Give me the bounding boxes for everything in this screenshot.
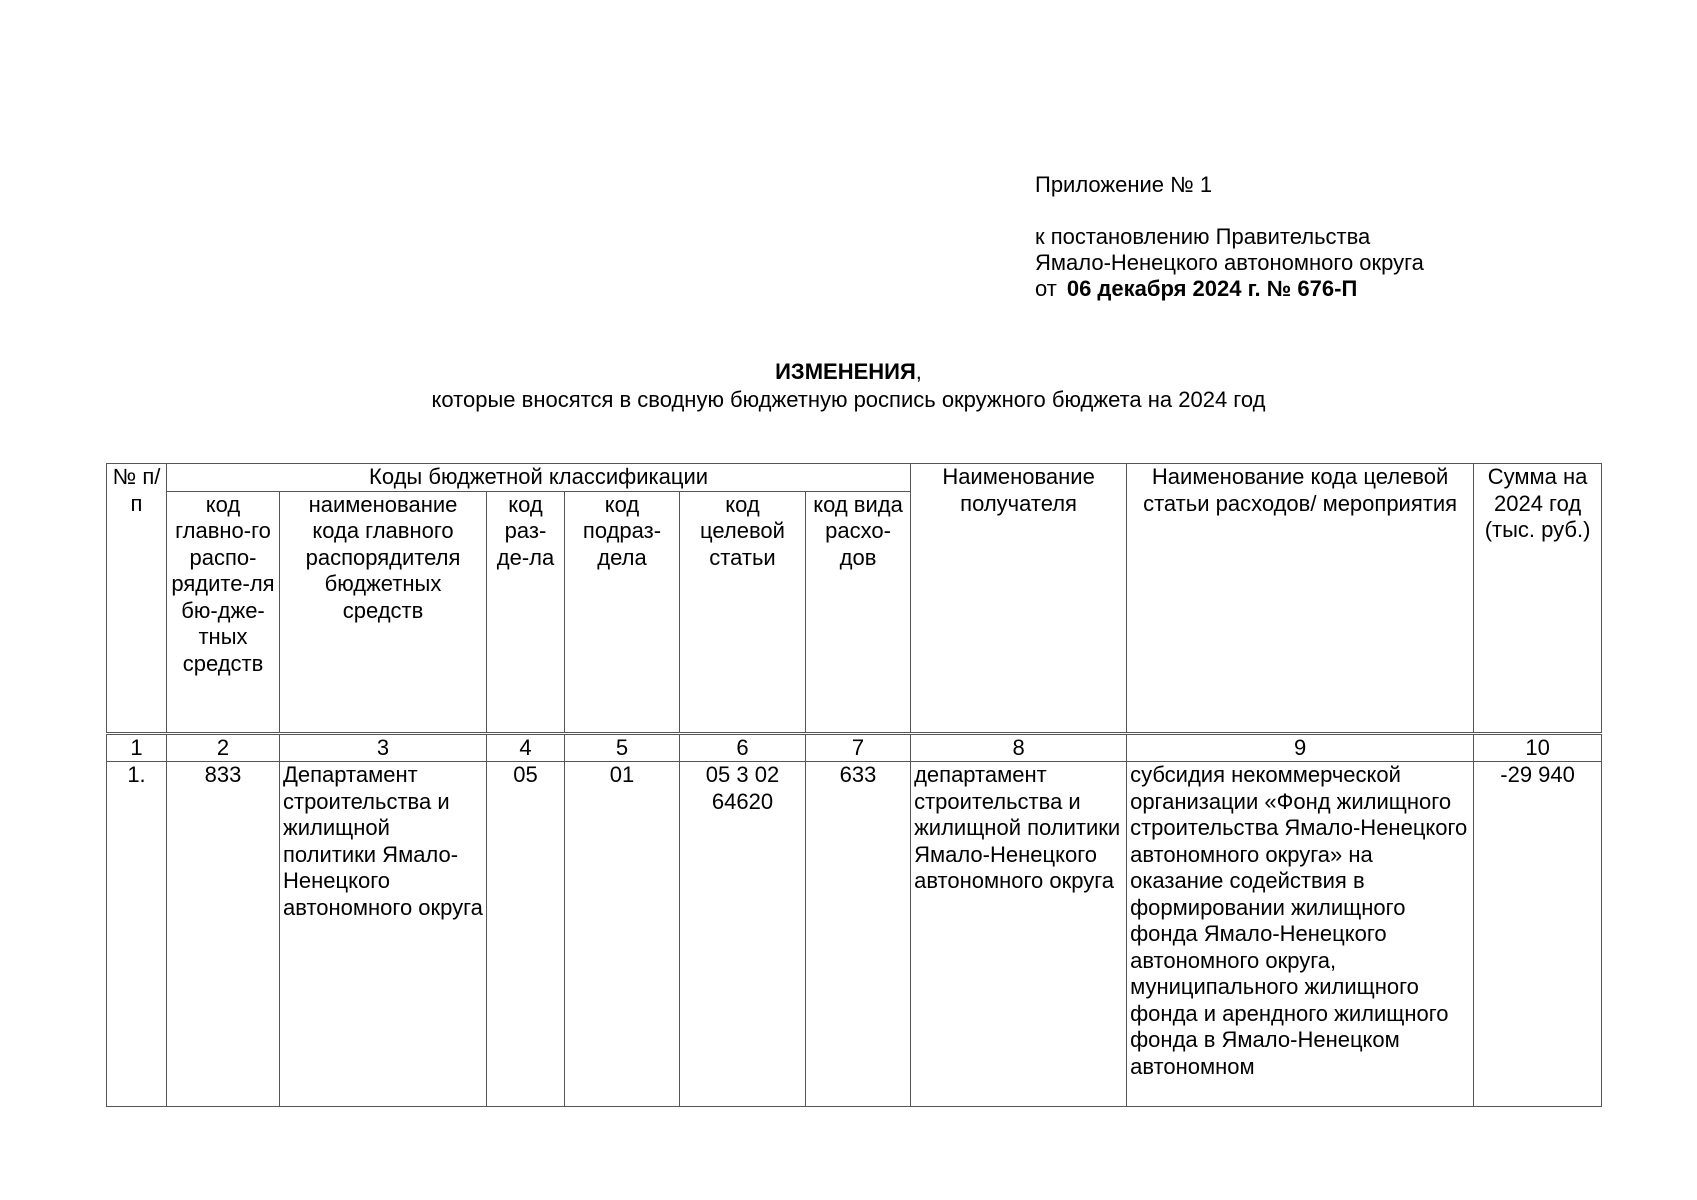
header-grbs-name: наименование кода главного распорядителя бюджетных средств	[280, 491, 487, 733]
row-recipient: департамент строительства и жилищной политики Ямало-Ненецкого автономного округа	[911, 762, 1127, 1107]
title-comma: ,	[915, 359, 922, 384]
header-subsection: код подраз-дела	[565, 491, 680, 733]
column-number: 6	[680, 733, 806, 762]
row-target-name: субсидия некоммерческой организации «Фонд жилищного строительства Ямало-Ненецкого автономного округа» на оказание содействия в формировании жилищного фонда Ямало-Ненецкого автономного округа, муниципального жилищного фонда и арендного жилищного фонда в Ямало-Ненецком автономном	[1127, 762, 1474, 1107]
document-heading	[0, 358, 1697, 414]
column-number: 5	[565, 733, 680, 762]
row-grbs-code: 833	[167, 762, 280, 1107]
column-number: 1	[107, 733, 167, 762]
column-number: 4	[487, 733, 565, 762]
decree-number: 06 декабря 2024 г. № 676-П	[1066, 276, 1358, 301]
appendix-block	[1035, 172, 1424, 302]
column-number: 3	[280, 733, 487, 762]
appendix-date-line	[1035, 276, 1424, 302]
row-grbs-name: Департамент строительства и жилищной политики Ямало-Ненецкого автономного округа	[280, 762, 487, 1107]
column-number: 10	[1474, 733, 1602, 762]
appendix-number: Приложение № 1	[1035, 172, 1213, 197]
row-expense-type: 633	[806, 762, 911, 1107]
appendix-line-1: к постановлению Правительства	[1035, 224, 1371, 249]
header-recipient: Наименование получателя	[911, 464, 1127, 734]
column-number: 2	[167, 733, 280, 762]
column-number: 7	[806, 733, 911, 762]
header-row-1	[107, 464, 1602, 492]
header-section: код раз-де-ла	[487, 491, 565, 733]
header-npp: № п/п	[107, 464, 167, 734]
appendix-line-2: Ямало-Ненецкого автономного округа	[1035, 250, 1424, 275]
header-expense-type: код вида расхо-дов	[806, 491, 911, 733]
budget-table	[106, 463, 1602, 1107]
header-grbs-code: код главно-го распо-рядите-ля бю-дже-тных средств	[167, 491, 280, 733]
column-number: 9	[1127, 733, 1474, 762]
header-amount: Сумма на 2024 год (тыс. руб.)	[1474, 464, 1602, 734]
header-target: код целевой статьи	[680, 491, 806, 733]
header-codes-group: Коды бюджетной классификации	[167, 464, 911, 492]
document-subtitle: которые вносятся в сводную бюджетную роспись окружного бюджета на 2024 год	[431, 387, 1266, 412]
document-title: ИЗМЕНЕНИЯ	[775, 359, 916, 384]
column-number: 8	[911, 733, 1127, 762]
header-target-name: Наименование кода целевой статьи расходов/ мероприятия	[1127, 464, 1474, 734]
row-amount: -29 940	[1474, 762, 1602, 1107]
date-prefix: от	[1035, 276, 1057, 301]
table-row	[107, 762, 1602, 1107]
row-npp: 1.	[107, 762, 167, 1107]
column-numbers-row	[107, 733, 1602, 762]
row-target: 05 3 02 64620	[680, 762, 806, 1107]
row-section: 05	[487, 762, 565, 1107]
row-subsection: 01	[565, 762, 680, 1107]
